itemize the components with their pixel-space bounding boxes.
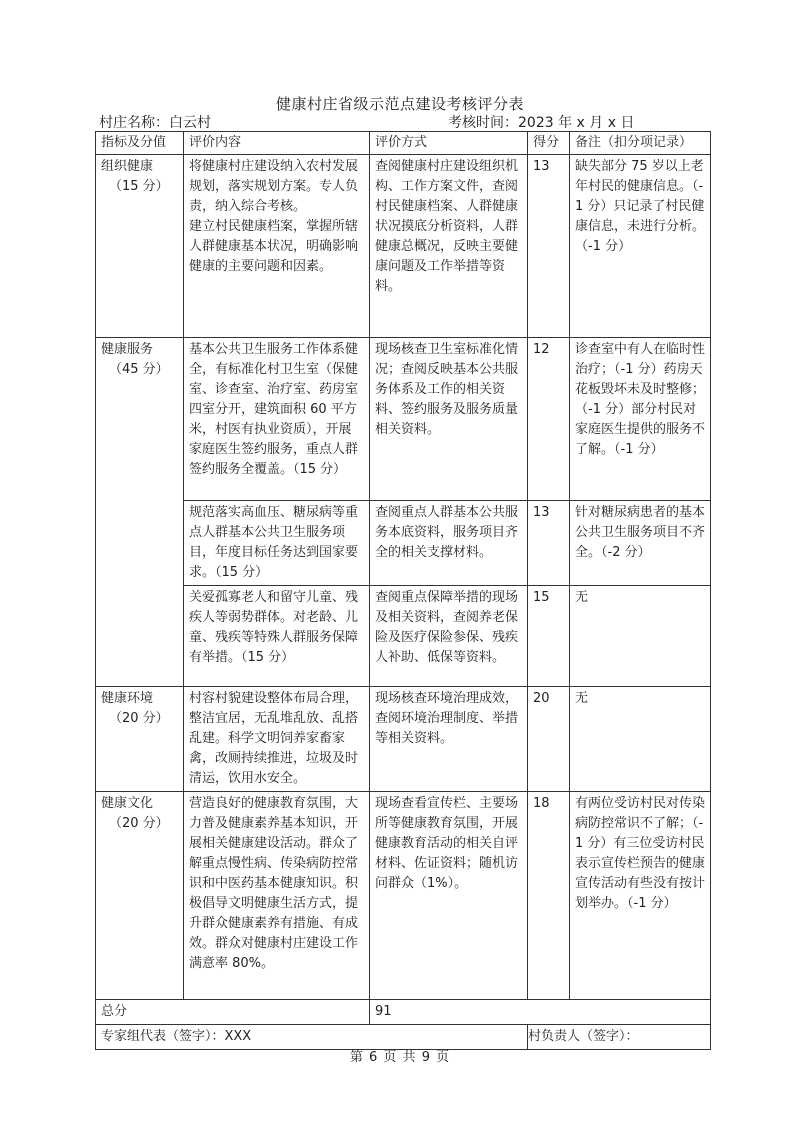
- content-cell: [184, 155, 370, 338]
- village-name: 村庄名称：白云村: [99, 115, 211, 131]
- indicator-name: 健康环境: [101, 691, 154, 706]
- table-row: [96, 501, 711, 586]
- method-cell: 现场核查环境治理成效，查阅环境治理制度、举措等相关资料。: [370, 687, 528, 792]
- indicator-cell: [96, 338, 184, 687]
- content-cell: 基本公共卫生服务工作体系健全，有标准化村卫生室（保健室、诊查室、治疗室、药房室四室分开，建筑面积 60 平方米，村医有执业资质），开展家庭医生签约服务，重点人群签约服务全覆盖。（15 分）: [184, 338, 370, 501]
- indicator-cell: [96, 687, 184, 792]
- total-label: 总分: [96, 1000, 370, 1025]
- content-cell: 村容村貌建设整体布局合理，整洁宜居，无乱堆乱放、乱搭乱建。科学文明饲养家畜家禽，改厕持续推进，垃圾及时清运，饮用水安全。: [184, 687, 370, 792]
- remark-cell: 针对糖尿病患者的基本公共卫生服务项目不齐全。（-2 分）: [570, 501, 711, 586]
- indicator-cell: [96, 792, 184, 1000]
- page-number: 第 6 页 共 9 页: [349, 1050, 451, 1065]
- score-cell: 18: [528, 792, 570, 1000]
- content-cell: 营造良好的健康教育氛围，大力普及健康素养基本知识，开展相关健康建设活动。群众了解重点慢性病、传染病防控常识和中医药基本健康知识。积极倡导文明健康生活方式，提升群众健康素养有措施、有成效。群众对健康村庄建设工作满意率 80%。: [184, 792, 370, 1000]
- remark-cell: 诊查室中有人在临时性治疗；（-1 分）药房天花板毁坏未及时整修；（-1 分）部分村民对家庭医生提供的服务不了解。（-1 分）: [570, 338, 711, 501]
- indicator-points: （45 分）: [109, 362, 169, 377]
- table-row: [96, 586, 711, 687]
- score-cell: 13: [528, 155, 570, 338]
- remark-cell: 无: [570, 687, 711, 792]
- remark-cell: 有两位受访村民对传染病防控常识不了解；（-1 分）有三位受访村民表示宣传栏预告的健康宣传活动有些没有按计划举办。（-1 分）: [570, 792, 711, 1000]
- header-remark: 备注（扣分项记录）: [570, 132, 711, 155]
- indicator-cell: [96, 155, 184, 338]
- table-row: [96, 792, 711, 1000]
- remark-cell: 缺失部分 75 岁以上老年村民的健康信息。（-1 分）只记录了村民健康信息，未进行分析。（-1 分）: [570, 155, 711, 338]
- score-cell: 13: [528, 501, 570, 586]
- score-cell: 15: [528, 586, 570, 687]
- method-cell: 查阅重点保障举措的现场及相关资料，查阅养老保险及医疗保险参保、残疾人补助、低保等资料。: [370, 586, 528, 687]
- document-title: 健康村庄省级示范点建设考核评分表: [275, 95, 524, 113]
- header-indicator: 指标及分值: [96, 132, 184, 155]
- score-cell: 20: [528, 687, 570, 792]
- content-cell: 规范落实高血压、糖尿病等重点人群基本公共卫生服务项目，年度目标任务达到国家要求。（15 分）: [184, 501, 370, 586]
- method-cell: 查阅健康村庄建设组织机构、工作方案文件，查阅村民健康档案、人群健康状况摸底分析资料，人群健康总概况，反映主要健康问题及工作举措等资料。: [370, 155, 528, 338]
- remark-cell: 无: [570, 586, 711, 687]
- score-cell: 12: [528, 338, 570, 501]
- indicator-points: （15 分）: [109, 179, 169, 194]
- header-method: 评价方式: [370, 132, 528, 155]
- indicator-name: 健康文化: [101, 796, 154, 811]
- indicator-points: （20 分）: [109, 711, 169, 726]
- score-table: [95, 131, 711, 1050]
- table-row: [96, 687, 711, 792]
- header-score: 得分: [528, 132, 570, 155]
- method-cell: 现场核查卫生室标准化情况；查阅反映基本公共服务体系及工作的相关资料、签约服务及服务质量相关资料。: [370, 338, 528, 501]
- total-row: [96, 1000, 711, 1025]
- indicator-name: 健康服务: [101, 342, 154, 357]
- header-content: 评价内容: [184, 132, 370, 155]
- content-cell: 关爱孤寡老人和留守儿童、残疾人等弱势群体。对老龄、儿童、残疾等特殊人群服务保障有举措。（15 分）: [184, 586, 370, 687]
- indicator-points: （20 分）: [109, 816, 169, 831]
- total-value: 91: [370, 1000, 711, 1025]
- indicator-name: 组织健康: [101, 159, 154, 174]
- table-row: [96, 338, 711, 501]
- expert-signature: 专家组代表（签字）：XXX: [96, 1025, 528, 1050]
- table-row: [96, 155, 711, 338]
- content-text: 建立村民健康档案，掌握所辖人群健康基本状况，明确影响健康的主要问题和因素。: [189, 219, 359, 274]
- content-text: 将健康村庄建设纳入农村发展规划，落实规划方案。专人负责，纳入综合考核。: [189, 159, 359, 214]
- method-cell: 查阅重点人群基本公共服务本底资料，服务项目齐全的相关支撑材料。: [370, 501, 528, 586]
- assessment-time: 考核时间：2023 年 x 月 x 日: [448, 115, 635, 131]
- table-header-row: [96, 132, 711, 155]
- method-cell: 现场查看宣传栏、主要场所等健康教育氛围，开展健康教育活动的相关自评材料、佐证资料；随机访问群众（1%）。: [370, 792, 528, 1000]
- village-signature: 村负责人（签字）：: [528, 1025, 711, 1050]
